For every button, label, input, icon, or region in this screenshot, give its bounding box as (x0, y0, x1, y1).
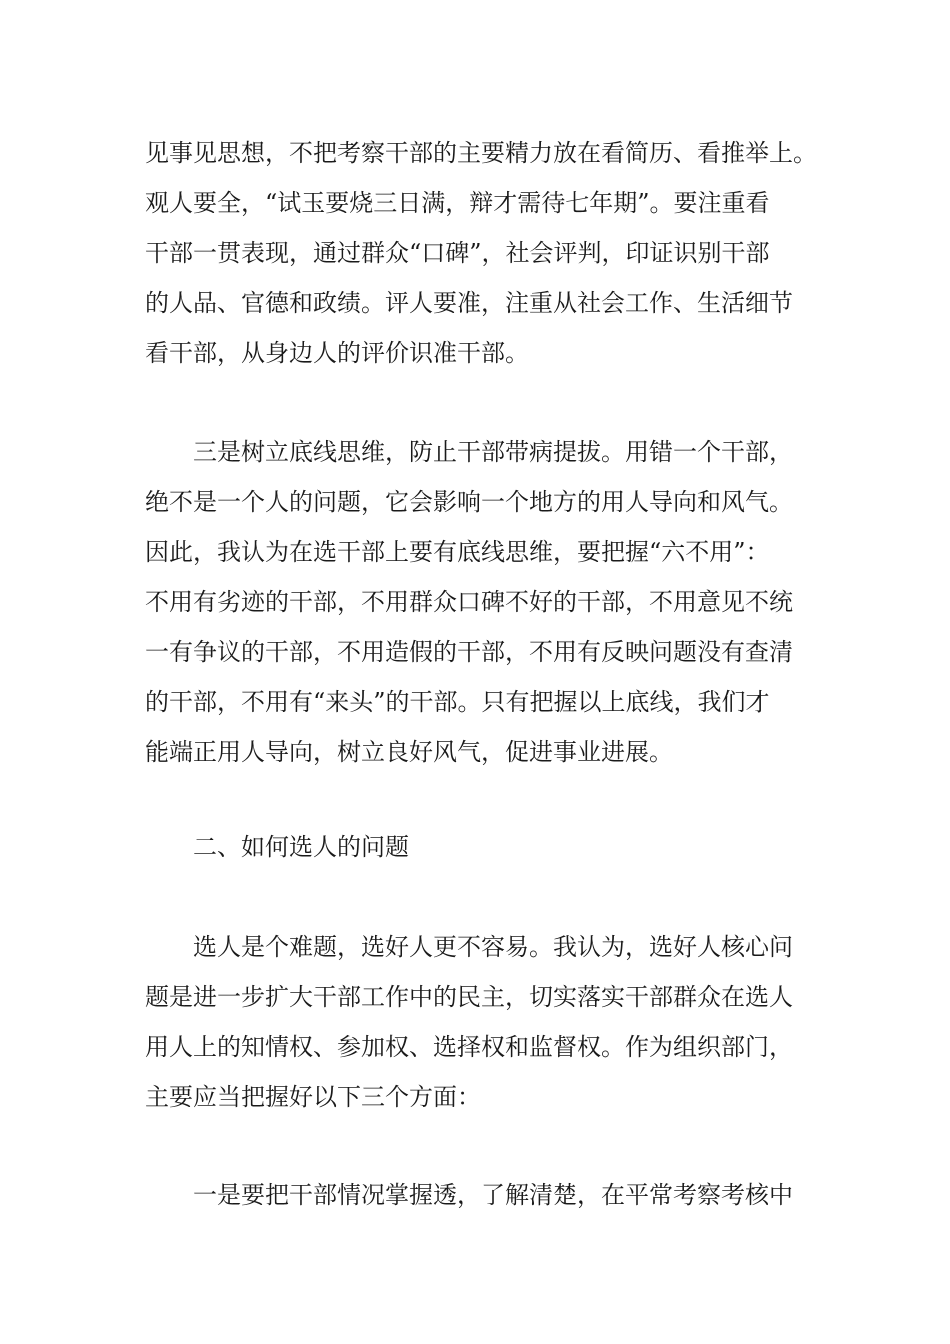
text-line: 三是树立底线思维，防止干部带病提拔。用错一个干部， (193, 438, 793, 466)
paragraph-4 (145, 1170, 845, 1220)
text-line: 见事见思想，不把考察干部的主要精力放在看简历、看推举上。 (145, 139, 817, 167)
text-line: 一有争议的干部，不用造假的干部，不用有反映问题没有查清 (145, 638, 793, 666)
section-heading (145, 822, 845, 872)
text-line: 观人要全，“试玉要烧三日满，辩才需待七年期”。要注重看 (145, 189, 770, 217)
text-line: 因此，我认为在选干部上要有底线思维，要把握“六不用”： (145, 538, 770, 566)
text-line: 干部一贯表现，通过群众“口碑”，社会评判，印证识别干部 (145, 239, 770, 267)
paragraph-3 (145, 922, 845, 1122)
text-line: 用人上的知情权、参加权、选择权和监督权。作为组织部门， (145, 1033, 793, 1061)
text-line: 题是进一步扩大干部工作中的民主，切实落实干部群众在选人 (145, 983, 793, 1011)
text-line: 一是要把干部情况掌握透，了解清楚，在平常考察考核中 (193, 1181, 793, 1209)
text-line: 选人是个难题，选好人更不容易。我认为，选好人核心问 (193, 933, 793, 961)
text-line: 的干部，不用有“来头”的干部。只有把握以上底线，我们才 (145, 688, 770, 716)
text-line: 不用有劣迹的干部，不用群众口碑不好的干部，不用意见不统 (145, 588, 793, 616)
text-line: 主要应当把握好以下三个方面： (145, 1083, 481, 1111)
text-line: 的人品、官德和政绩。评人要准，注重从社会工作、生活细节 (145, 289, 793, 317)
paragraph-1 (145, 128, 845, 378)
text-line: 看干部，从身边人的评价识准干部。 (145, 339, 529, 367)
heading-text: 二、如何选人的问题 (193, 833, 409, 861)
paragraph-2 (145, 427, 845, 777)
text-line: 绝不是一个人的问题，它会影响一个地方的用人导向和风气。 (145, 488, 793, 516)
text-line: 能端正用人导向，树立良好风气，促进事业进展。 (145, 738, 673, 766)
